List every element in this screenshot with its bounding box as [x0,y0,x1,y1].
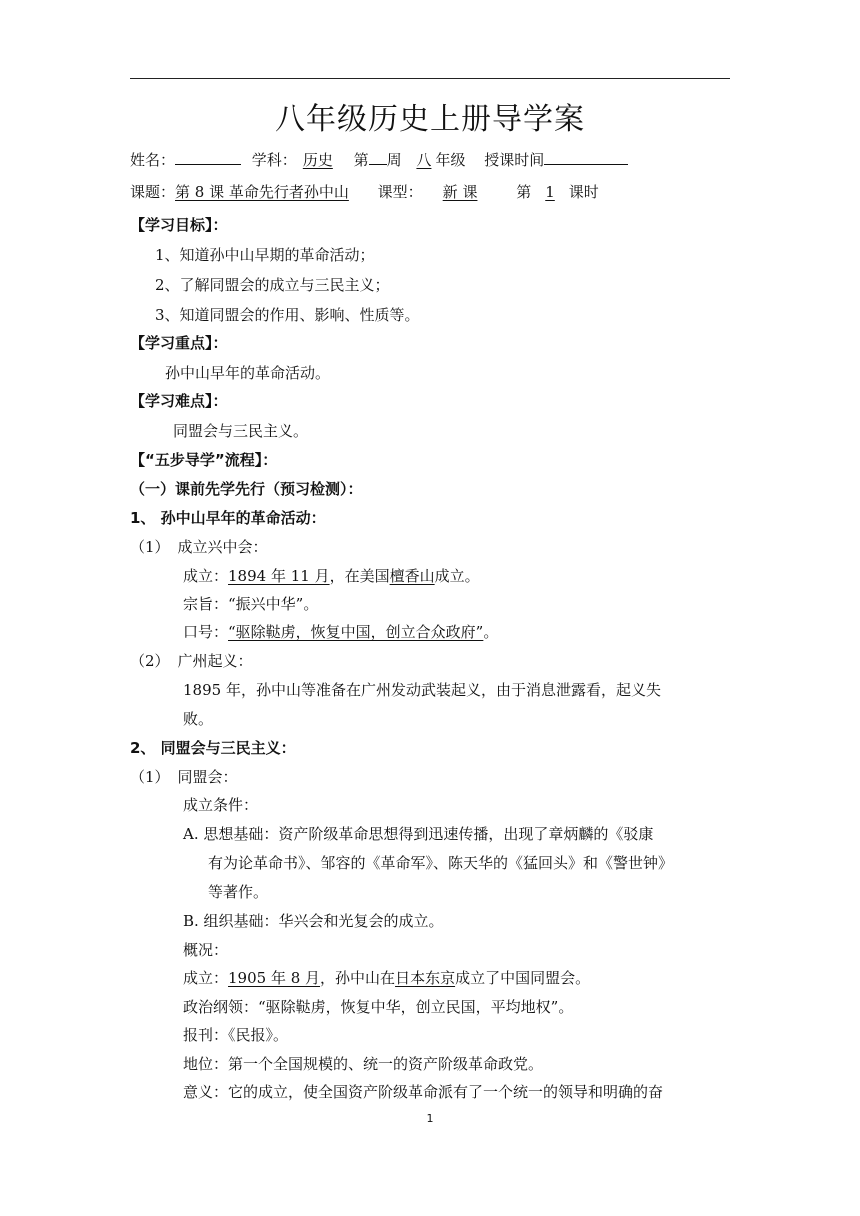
text: ，孙中山在 [320,969,396,987]
type-label: 课型： [377,183,423,201]
label: 成立： [183,969,229,987]
overview-label: 概况： [183,941,229,959]
objective-item: 1、知道孙中山早期的革命活动； [155,246,375,264]
condition-a: 等著作。 [208,883,269,901]
sub-title: 广州起义： [177,652,253,670]
name-blank [175,149,241,165]
sub-number: （1） [130,538,170,556]
text: 成立。 [434,567,480,585]
founding-place: 檀香山 [389,567,435,585]
xzh-slogan [183,622,498,642]
difficulty-text: 同盟会与三民主义。 [173,422,309,440]
step-1-heading: （一）课前先学先行（预习检测）： [130,480,363,498]
founding-date: 1894 年 11 月 [228,567,330,585]
condition-b: B. 组织基础：华兴会和光复会的成立。 [183,912,444,930]
status: 地位：第一个全国规模的、统一的资产阶级革命政党。 [183,1055,544,1073]
info-line-1 [130,149,628,170]
section-1-sub-2 [130,651,253,671]
slogan-value: “驱除鞑虏，恢复中国，创立合众政府” [228,623,484,641]
section-2-heading: 2、 同盟会与三民主义： [130,739,296,757]
condition-a: A. 思想基础：资产阶级革命思想得到迅速传播，出现了章炳麟的《驳康 [183,825,654,843]
key-point-text: 孙中山早年的革命活动。 [165,364,331,382]
week-suffix: 周 [386,151,402,169]
name-label: 姓名： [130,151,176,169]
label: 口号： [183,623,229,641]
time-label: 授课时间 [484,151,545,169]
objective-item: 3、知道同盟会的作用、影响、性质等。 [155,306,420,324]
condition-a: 有为论革命书》、邹容的《革命军》、陈天华的《猛回头》和《警世钟》 [208,854,674,872]
xzh-founding [183,566,480,586]
topic-value: 第 8 课 革命先行者孙中山 [175,183,349,201]
topic-label: 课题： [130,183,176,201]
tmh-founding [183,968,590,988]
conditions-label: 成立条件： [183,796,259,814]
uprising-text: 1895 年，孙中山等准备在广州发动武装起义，由于消息泄露看，起义失 [183,681,661,699]
header-rule [130,78,730,79]
key-point-heading: 【学习重点】： [130,334,228,352]
difficulty-heading: 【学习难点】： [130,392,228,410]
grade-suffix: 年级 [435,151,466,169]
text: 成立了中国同盟会。 [455,969,591,987]
sub-title: 同盟会： [177,768,238,786]
week-label: 第 [353,151,369,169]
founding-date: 1905 年 8 月 [228,969,321,987]
objectives-heading: 【学习目标】： [130,216,228,234]
period-label: 第 [516,183,532,201]
sub-number: （1） [130,768,170,786]
political-program: 政治纲领：“驱除鞑虏，恢复中华，创立民国，平均地权”。 [183,998,574,1016]
page-number: 1 [426,1112,434,1125]
text: ，在美国 [329,567,390,585]
sub-title: 成立兴中会： [177,538,268,556]
objective-item: 2、了解同盟会的成立与三民主义； [155,276,390,294]
xzh-purpose: 宗旨：“振兴中华”。 [183,595,319,613]
week-blank [369,149,387,165]
period-suffix: 课时 [568,183,599,201]
text: 。 [483,623,499,641]
section-2-sub-1 [130,767,238,787]
uprising-text: 败。 [183,710,214,728]
flow-heading: 【“五步导学”流程】： [130,451,278,469]
founding-place: 日本东京 [395,969,456,987]
subject-value: 历史 [302,151,333,169]
subject-label: 学科： [251,151,297,169]
period-value: 1 [545,183,555,201]
page-title: 八年级历史上册导学案 [275,102,585,137]
significance: 意义：它的成立，使全国资产阶级革命派有了一个统一的领导和明确的奋 [183,1083,664,1101]
time-blank [544,149,628,165]
section-1-sub-1 [130,537,268,557]
sub-number: （2） [130,652,170,670]
info-line-2 [130,182,599,202]
type-value: 新 课 [442,183,478,201]
label: 成立： [183,567,229,585]
grade-value: 八 [416,151,432,169]
newspaper: 报刊：《民报》。 [183,1026,289,1044]
section-1-heading: 1、 孙中山早年的革命活动： [130,509,326,527]
